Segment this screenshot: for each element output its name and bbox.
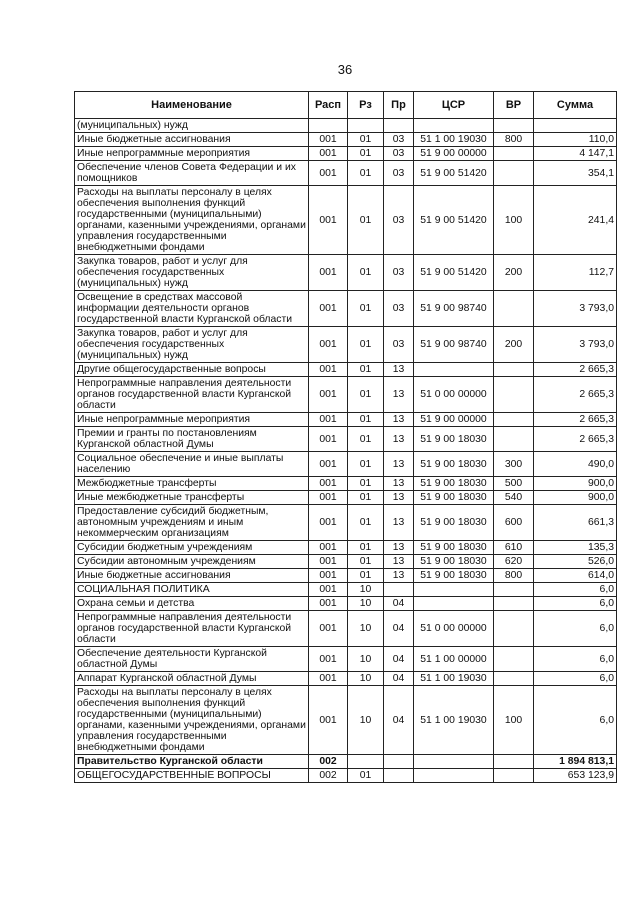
cell-name: Закупка товаров, работ и услуг для обеспечения государственных (муниципальных) нужд bbox=[75, 255, 309, 291]
cell-rz: 01 bbox=[348, 491, 384, 505]
cell-csr: 51 9 00 18030 bbox=[414, 555, 494, 569]
cell-pr bbox=[384, 583, 414, 597]
cell-rasp: 001 bbox=[309, 363, 348, 377]
cell-rasp: 001 bbox=[309, 327, 348, 363]
column-header-name: Наименование bbox=[75, 92, 309, 119]
cell-csr: 51 9 00 18030 bbox=[414, 427, 494, 452]
cell-vr bbox=[494, 647, 534, 672]
cell-rz: 01 bbox=[348, 377, 384, 413]
cell-rz: 10 bbox=[348, 611, 384, 647]
cell-name: Иные межбюджетные трансферты bbox=[75, 491, 309, 505]
cell-rasp: 001 bbox=[309, 672, 348, 686]
table-body bbox=[75, 119, 617, 783]
cell-vr: 100 bbox=[494, 186, 534, 255]
cell-rz: 01 bbox=[348, 452, 384, 477]
table-row bbox=[75, 147, 617, 161]
cell-rz: 01 bbox=[348, 427, 384, 452]
cell-pr: 13 bbox=[384, 363, 414, 377]
table-row bbox=[75, 363, 617, 377]
cell-vr bbox=[494, 413, 534, 427]
table-row bbox=[75, 555, 617, 569]
cell-csr: 51 9 00 18030 bbox=[414, 505, 494, 541]
cell-csr: 51 9 00 00000 bbox=[414, 147, 494, 161]
cell-pr: 04 bbox=[384, 611, 414, 647]
table-row bbox=[75, 541, 617, 555]
cell-pr: 04 bbox=[384, 647, 414, 672]
cell-csr: 51 0 00 00000 bbox=[414, 377, 494, 413]
cell-rz: 10 bbox=[348, 672, 384, 686]
cell-vr bbox=[494, 583, 534, 597]
table-row bbox=[75, 769, 617, 783]
cell-pr bbox=[384, 769, 414, 783]
cell-csr: 51 9 00 18030 bbox=[414, 452, 494, 477]
cell-vr bbox=[494, 363, 534, 377]
cell-csr: 51 9 00 18030 bbox=[414, 491, 494, 505]
table-row bbox=[75, 611, 617, 647]
column-header-sum: Сумма bbox=[534, 92, 617, 119]
cell-csr bbox=[414, 119, 494, 133]
cell-vr bbox=[494, 119, 534, 133]
cell-rasp: 001 bbox=[309, 147, 348, 161]
cell-rz: 01 bbox=[348, 769, 384, 783]
table-row bbox=[75, 186, 617, 255]
cell-sum: 653 123,9 bbox=[534, 769, 617, 783]
cell-rasp: 001 bbox=[309, 569, 348, 583]
table-row bbox=[75, 327, 617, 363]
cell-name: Предоставление субсидий бюджетным, автономным учреждениям и иным некоммерческим организациям bbox=[75, 505, 309, 541]
table-row bbox=[75, 583, 617, 597]
cell-rasp: 001 bbox=[309, 555, 348, 569]
cell-rasp: 001 bbox=[309, 491, 348, 505]
table-row bbox=[75, 597, 617, 611]
cell-pr: 04 bbox=[384, 597, 414, 611]
cell-pr bbox=[384, 755, 414, 769]
cell-rasp: 001 bbox=[309, 611, 348, 647]
cell-csr bbox=[414, 755, 494, 769]
cell-sum: 6,0 bbox=[534, 672, 617, 686]
cell-rasp: 002 bbox=[309, 769, 348, 783]
table-row bbox=[75, 569, 617, 583]
cell-name: Непрограммные направления деятельности органов государственной власти Курганской области bbox=[75, 377, 309, 413]
cell-csr: 51 1 00 00000 bbox=[414, 647, 494, 672]
cell-rz: 01 bbox=[348, 186, 384, 255]
table-row bbox=[75, 119, 617, 133]
cell-rz: 01 bbox=[348, 255, 384, 291]
cell-csr bbox=[414, 363, 494, 377]
cell-rasp: 001 bbox=[309, 255, 348, 291]
cell-sum: 2 665,3 bbox=[534, 413, 617, 427]
cell-pr: 04 bbox=[384, 686, 414, 755]
cell-vr: 600 bbox=[494, 505, 534, 541]
cell-vr: 200 bbox=[494, 327, 534, 363]
cell-vr: 100 bbox=[494, 686, 534, 755]
cell-sum: 900,0 bbox=[534, 491, 617, 505]
cell-vr: 800 bbox=[494, 133, 534, 147]
cell-sum: 6,0 bbox=[534, 686, 617, 755]
cell-rz bbox=[348, 755, 384, 769]
cell-pr: 13 bbox=[384, 505, 414, 541]
cell-rasp: 001 bbox=[309, 133, 348, 147]
cell-name: Межбюджетные трансферты bbox=[75, 477, 309, 491]
cell-csr: 51 9 00 18030 bbox=[414, 477, 494, 491]
cell-vr bbox=[494, 597, 534, 611]
cell-name: (муниципальных) нужд bbox=[75, 119, 309, 133]
cell-sum: 4 147,1 bbox=[534, 147, 617, 161]
cell-rasp: 001 bbox=[309, 477, 348, 491]
cell-sum: 112,7 bbox=[534, 255, 617, 291]
cell-name: Аппарат Курганской областной Думы bbox=[75, 672, 309, 686]
cell-vr bbox=[494, 769, 534, 783]
cell-pr: 04 bbox=[384, 672, 414, 686]
cell-rz: 01 bbox=[348, 161, 384, 186]
cell-rasp: 001 bbox=[309, 597, 348, 611]
cell-rz: 01 bbox=[348, 505, 384, 541]
table-row bbox=[75, 491, 617, 505]
cell-name: СОЦИАЛЬНАЯ ПОЛИТИКА bbox=[75, 583, 309, 597]
cell-sum: 526,0 bbox=[534, 555, 617, 569]
cell-pr: 03 bbox=[384, 186, 414, 255]
cell-vr bbox=[494, 672, 534, 686]
cell-rasp: 001 bbox=[309, 413, 348, 427]
cell-sum: 6,0 bbox=[534, 583, 617, 597]
table-row bbox=[75, 672, 617, 686]
cell-sum: 354,1 bbox=[534, 161, 617, 186]
table-row bbox=[75, 133, 617, 147]
cell-sum: 614,0 bbox=[534, 569, 617, 583]
cell-csr bbox=[414, 597, 494, 611]
cell-name: Закупка товаров, работ и услуг для обеспечения государственных (муниципальных) нужд bbox=[75, 327, 309, 363]
table-row bbox=[75, 505, 617, 541]
cell-name: Расходы на выплаты персоналу в целях обеспечения выполнения функций государственными (муниципальными) органами, казенными учреждениями, органами управления государственными внебюджетными фондами bbox=[75, 686, 309, 755]
cell-sum: 1 894 813,1 bbox=[534, 755, 617, 769]
cell-name: Иные непрограммные мероприятия bbox=[75, 147, 309, 161]
cell-sum: 241,4 bbox=[534, 186, 617, 255]
table-row bbox=[75, 686, 617, 755]
cell-csr: 51 9 00 00000 bbox=[414, 413, 494, 427]
cell-rz: 01 bbox=[348, 133, 384, 147]
column-header-vr: ВР bbox=[494, 92, 534, 119]
cell-csr: 51 1 00 19030 bbox=[414, 133, 494, 147]
cell-rz: 01 bbox=[348, 541, 384, 555]
cell-name: Непрограммные направления деятельности органов государственной власти Курганской области bbox=[75, 611, 309, 647]
cell-sum: 6,0 bbox=[534, 611, 617, 647]
cell-name: Правительство Курганской области bbox=[75, 755, 309, 769]
cell-name: Охрана семьи и детства bbox=[75, 597, 309, 611]
table-row bbox=[75, 452, 617, 477]
cell-rasp: 001 bbox=[309, 377, 348, 413]
cell-pr: 13 bbox=[384, 541, 414, 555]
cell-csr: 51 1 00 19030 bbox=[414, 672, 494, 686]
cell-rz: 01 bbox=[348, 569, 384, 583]
cell-name: Иные непрограммные мероприятия bbox=[75, 413, 309, 427]
cell-name: Иные бюджетные ассигнования bbox=[75, 569, 309, 583]
cell-name: Освещение в средствах массовой информации деятельности органов государственной власти Курганской области bbox=[75, 291, 309, 327]
cell-csr: 51 0 00 00000 bbox=[414, 611, 494, 647]
cell-name: Расходы на выплаты персоналу в целях обеспечения выполнения функций государственными (муниципальными) органами, казенными учреждениями, органами управления государственными внебюджетными фондами bbox=[75, 186, 309, 255]
cell-csr: 51 9 00 51420 bbox=[414, 161, 494, 186]
cell-rasp: 001 bbox=[309, 452, 348, 477]
cell-rasp: 001 bbox=[309, 505, 348, 541]
cell-csr: 51 9 00 98740 bbox=[414, 291, 494, 327]
cell-rasp: 001 bbox=[309, 541, 348, 555]
table-row bbox=[75, 291, 617, 327]
cell-vr bbox=[494, 161, 534, 186]
page-number: 36 bbox=[337, 62, 353, 77]
cell-pr: 13 bbox=[384, 491, 414, 505]
cell-pr: 03 bbox=[384, 147, 414, 161]
table-header-row bbox=[75, 92, 617, 119]
cell-rasp bbox=[309, 119, 348, 133]
cell-rz: 10 bbox=[348, 597, 384, 611]
cell-sum: 490,0 bbox=[534, 452, 617, 477]
cell-vr bbox=[494, 147, 534, 161]
cell-vr bbox=[494, 377, 534, 413]
cell-rasp: 001 bbox=[309, 686, 348, 755]
cell-rasp: 001 bbox=[309, 583, 348, 597]
cell-csr: 51 9 00 51420 bbox=[414, 186, 494, 255]
cell-vr bbox=[494, 611, 534, 647]
cell-csr: 51 1 00 19030 bbox=[414, 686, 494, 755]
cell-rz bbox=[348, 119, 384, 133]
cell-sum: 2 665,3 bbox=[534, 427, 617, 452]
cell-pr: 13 bbox=[384, 569, 414, 583]
cell-rz: 01 bbox=[348, 363, 384, 377]
column-header-rz: Рз bbox=[348, 92, 384, 119]
cell-rz: 01 bbox=[348, 555, 384, 569]
cell-pr: 13 bbox=[384, 452, 414, 477]
cell-csr bbox=[414, 769, 494, 783]
cell-sum bbox=[534, 119, 617, 133]
cell-pr: 03 bbox=[384, 161, 414, 186]
cell-rz: 01 bbox=[348, 477, 384, 491]
budget-table bbox=[74, 91, 617, 783]
cell-rz: 01 bbox=[348, 291, 384, 327]
cell-pr: 13 bbox=[384, 555, 414, 569]
cell-rz: 10 bbox=[348, 647, 384, 672]
cell-name: ОБЩЕГОСУДАРСТВЕННЫЕ ВОПРОСЫ bbox=[75, 769, 309, 783]
cell-vr: 800 bbox=[494, 569, 534, 583]
cell-rz: 01 bbox=[348, 413, 384, 427]
cell-rasp: 002 bbox=[309, 755, 348, 769]
cell-vr: 200 bbox=[494, 255, 534, 291]
cell-sum: 2 665,3 bbox=[534, 377, 617, 413]
cell-csr bbox=[414, 583, 494, 597]
cell-vr bbox=[494, 755, 534, 769]
cell-name: Субсидии автономным учреждениям bbox=[75, 555, 309, 569]
cell-rz: 10 bbox=[348, 686, 384, 755]
cell-sum: 900,0 bbox=[534, 477, 617, 491]
table-row bbox=[75, 755, 617, 769]
cell-name: Обеспечение членов Совета Федерации и их помощников bbox=[75, 161, 309, 186]
cell-pr bbox=[384, 119, 414, 133]
column-header-csr: ЦСР bbox=[414, 92, 494, 119]
cell-vr: 300 bbox=[494, 452, 534, 477]
cell-pr: 13 bbox=[384, 377, 414, 413]
cell-rasp: 001 bbox=[309, 647, 348, 672]
cell-sum: 6,0 bbox=[534, 597, 617, 611]
table-row bbox=[75, 427, 617, 452]
cell-rasp: 001 bbox=[309, 291, 348, 327]
cell-csr: 51 9 00 51420 bbox=[414, 255, 494, 291]
cell-csr: 51 9 00 98740 bbox=[414, 327, 494, 363]
table-row bbox=[75, 477, 617, 491]
cell-vr bbox=[494, 427, 534, 452]
column-header-rasp: Расп bbox=[309, 92, 348, 119]
cell-pr: 13 bbox=[384, 413, 414, 427]
table-row bbox=[75, 647, 617, 672]
cell-rasp: 001 bbox=[309, 186, 348, 255]
cell-name: Иные бюджетные ассигнования bbox=[75, 133, 309, 147]
table-row bbox=[75, 413, 617, 427]
cell-pr: 03 bbox=[384, 327, 414, 363]
cell-rz: 01 bbox=[348, 327, 384, 363]
cell-vr: 500 bbox=[494, 477, 534, 491]
cell-rasp: 001 bbox=[309, 161, 348, 186]
cell-sum: 110,0 bbox=[534, 133, 617, 147]
cell-name: Социальное обеспечение и иные выплаты населению bbox=[75, 452, 309, 477]
cell-csr: 51 9 00 18030 bbox=[414, 541, 494, 555]
cell-sum: 135,3 bbox=[534, 541, 617, 555]
cell-rz: 01 bbox=[348, 147, 384, 161]
cell-sum: 2 665,3 bbox=[534, 363, 617, 377]
table-row bbox=[75, 377, 617, 413]
cell-pr: 03 bbox=[384, 133, 414, 147]
cell-name: Обеспечение деятельности Курганской областной Думы bbox=[75, 647, 309, 672]
cell-rz: 10 bbox=[348, 583, 384, 597]
cell-sum: 661,3 bbox=[534, 505, 617, 541]
cell-pr: 03 bbox=[384, 255, 414, 291]
column-header-pr: Пр bbox=[384, 92, 414, 119]
cell-vr bbox=[494, 291, 534, 327]
cell-sum: 3 793,0 bbox=[534, 291, 617, 327]
table-row bbox=[75, 161, 617, 186]
cell-pr: 13 bbox=[384, 427, 414, 452]
cell-name: Премии и гранты по постановлениям Курганской областной Думы bbox=[75, 427, 309, 452]
cell-vr: 620 bbox=[494, 555, 534, 569]
cell-sum: 3 793,0 bbox=[534, 327, 617, 363]
cell-csr: 51 9 00 18030 bbox=[414, 569, 494, 583]
cell-pr: 13 bbox=[384, 477, 414, 491]
cell-rasp: 001 bbox=[309, 427, 348, 452]
cell-pr: 03 bbox=[384, 291, 414, 327]
table-row bbox=[75, 255, 617, 291]
cell-sum: 6,0 bbox=[534, 647, 617, 672]
cell-name: Другие общегосударственные вопросы bbox=[75, 363, 309, 377]
cell-vr: 610 bbox=[494, 541, 534, 555]
cell-vr: 540 bbox=[494, 491, 534, 505]
cell-name: Субсидии бюджетным учреждениям bbox=[75, 541, 309, 555]
